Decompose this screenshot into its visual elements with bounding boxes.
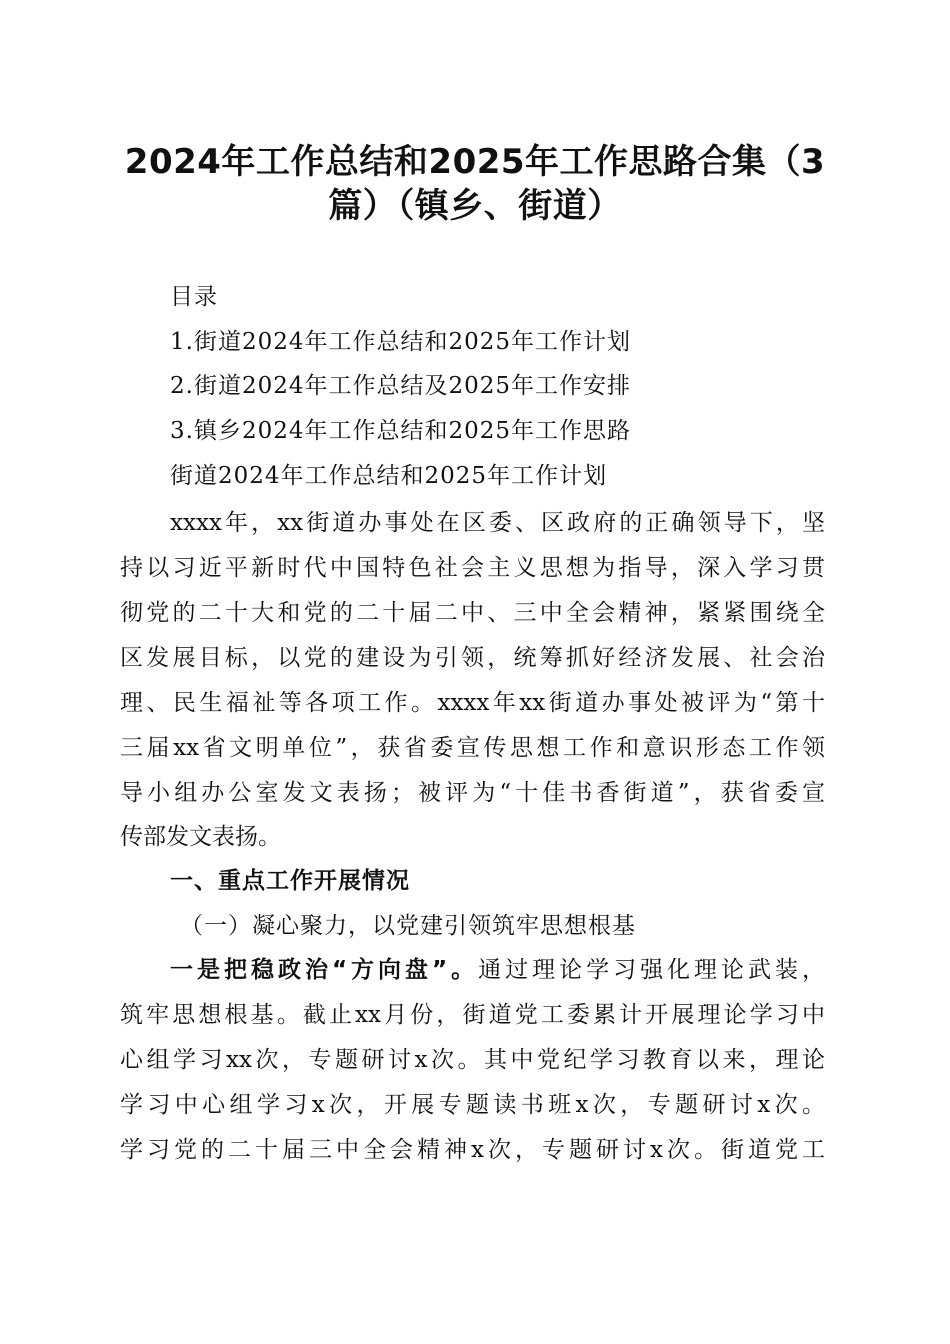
para-2-first-rest: 通过理论学习强化理论武装， <box>478 957 826 983</box>
para-2-line-3: 心组学习xx次，专题研讨x次。其中党纪学习教育以来，理论 <box>120 1047 825 1073</box>
toc-item-1: 1.街道2024年工作总结和2025年工作计划 <box>170 329 632 355</box>
intro-line-5: 理、民生福祉等各项工作。xxxx年xx街道办事处被评为“第十 <box>120 690 825 716</box>
para-2-line-2: 筑牢思想根基。截止xx月份，街道党工委累计开展理论学习中 <box>120 1002 825 1028</box>
intro-line-8: 传部发文表扬。 <box>120 824 281 850</box>
section-1-subheading-1: （一）凝心聚力，以党建引领筑牢思想根基 <box>180 913 636 939</box>
intro-line-3: 彻党的二十大和党的二十届二中、三中全会精神，紧紧围绕全 <box>120 600 825 626</box>
intro-line-2: 持以习近平新时代中国特色社会主义思想为指导，深入学习贯 <box>120 555 825 581</box>
intro-line-4: 区发展目标，以党的建设为引领，统筹抓好经济发展、社会治 <box>120 645 825 671</box>
para-2-line-1 <box>170 955 825 985</box>
para-2-line-4: 学习中心组学习x次，开展专题读书班x次，专题研讨x次。 <box>120 1092 825 1118</box>
para-2-line-5: 学习党的二十届三中全会精神x次，专题研讨x次。街道党工 <box>120 1137 825 1163</box>
document-title-line-1: 2024年工作总结和2025年工作思路合集（3 <box>124 142 826 182</box>
section-1-heading: 一、重点工作开展情况 <box>170 868 410 894</box>
document-title-line-2: 篇）（镇乡、街道） <box>328 186 622 226</box>
intro-line-1: xxxx年，xx街道办事处在区委、区政府的正确领导下，坚 <box>170 510 825 536</box>
toc-item-2: 2.街道2024年工作总结及2025年工作安排 <box>170 373 632 399</box>
toc-item-3: 3.镇乡2024年工作总结和2025年工作思路 <box>170 418 632 444</box>
intro-line-7: 导小组办公室发文表扬；被评为“十佳书香街道”，获省委宣 <box>120 780 825 806</box>
para-2-lead: 一是把稳政治“方向盘”。 <box>170 957 479 983</box>
intro-line-6: 三届xx省文明单位”，获省委宣传思想工作和意识形态工作领 <box>120 735 825 761</box>
toc-heading: 目录 <box>170 284 218 310</box>
article-title: 街道2024年工作总结和2025年工作计划 <box>170 463 608 489</box>
